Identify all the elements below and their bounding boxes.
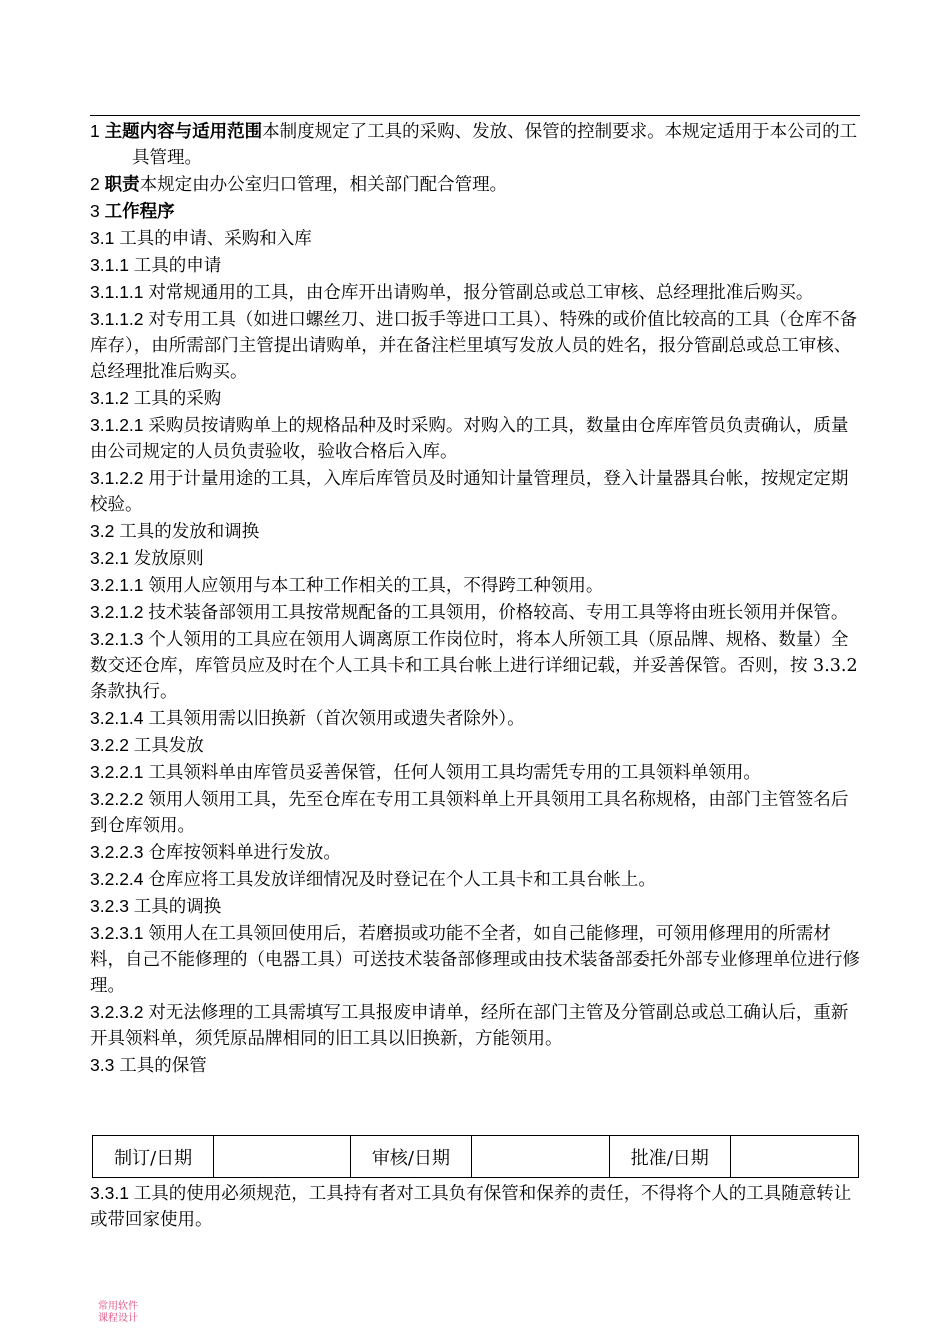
section-paragraph [90,732,860,759]
section-paragraph [90,118,860,171]
section-number: 3.1.1.1 [90,282,149,302]
section-number: 3.2.2 [90,735,134,755]
watermark-line: 课程设计 [98,1313,138,1324]
section-text: 用于计量用途的工具，入库后库管员及时通知计量管理员，登入计量器具台帐，按规定定期校验。 [90,469,849,515]
section-number: 3.1.1.2 [90,309,149,329]
section-text: 本规定由办公室归口管理，相关部门配合管理。 [139,175,508,195]
section-paragraph [90,225,860,252]
section-text: 领用人领用工具，先至仓库在专用工具领料单上开具领用工具名称规格，由部门主管签名后到仓库领用。 [90,790,849,836]
section-paragraph [90,252,860,279]
review-label: 审核/日期 [351,1136,471,1178]
section-number: 3.2.1.2 [90,602,149,622]
signature-row [93,1136,859,1178]
section-number: 3.1.2 [90,388,134,408]
approve-label: 批准/日期 [609,1136,730,1178]
section-text: 本制度规定了工具的采购、发放、保管的控制要求。本规定适用于本公司的工具管理。 [132,122,858,168]
section-number: 3.2.3.2 [90,1002,149,1022]
section-text: 工具发放 [133,736,204,756]
section-text: 工具领用需以旧换新（首次领用或遗失者除外）。 [148,709,525,729]
section-text: 工具的调换 [133,897,222,917]
section-text: 采购员按请购单上的规格品种及时采购。对购入的工具，数量由仓库库管员负责确认，质量由公司规定的人员负责验收，验收合格后入库。 [90,416,849,462]
section-text: 工具的发放和调换 [119,522,260,542]
section-paragraph [90,171,860,198]
signature-table [92,1135,859,1178]
section-text: 工具的申请 [133,256,222,276]
header-rule [90,115,860,116]
section-text: 工具领料单由库管员妥善保管，任何人领用工具均需凭专用的工具领料单领用。 [148,763,761,783]
section-paragraph [90,599,860,626]
section-number: 1 [90,121,105,141]
section-number: 3.3.1 [90,1183,134,1203]
section-paragraph [90,893,860,920]
section-number: 3.1.2.1 [90,415,149,435]
section-number: 2 [90,174,105,194]
section-paragraph [90,839,860,866]
section-number: 3.1.1 [90,255,134,275]
section-text: 仓库按领料单进行发放。 [148,843,341,863]
section-number: 3.2.1 [90,548,134,568]
section-text: 对专用工具（如进口螺丝刀、进口扳手等进口工具）、特殊的或价值比较高的工具（仓库不备库存），由所需部门主管提出请购单，并在备注栏里填写发放人员的姓名，报分管副总或总工审核、总经理批准后购买。 [90,310,858,382]
section-paragraph [90,279,860,306]
approve-cell[interactable] [730,1136,858,1178]
section-paragraph [90,572,860,599]
section-text: 技术装备部领用工具按常规配备的工具领用，价格较高、专用工具等将由班长领用并保管。 [148,603,849,623]
section-heading: 职责 [104,174,140,194]
section-text: 对常规通用的工具，由仓库开出请购单，报分管副总或总工审核、总经理批准后购买。 [148,283,814,303]
section-paragraph [90,626,860,705]
section-number: 3.2.3 [90,896,134,916]
section-3-3-1 [90,1180,860,1233]
section-text: 个人领用的工具应在领用人调离原工作岗位时，将本人所领工具（原品牌、规格、数量）全数交还仓库，库管员应及时在个人工具卡和工具台帐上进行详细记载，并妥善保管。否则，按 3.3.2 条款执行。 [90,630,858,702]
section-heading: 工作程序 [104,201,175,221]
section-text: 工具的采购 [133,389,222,409]
document-body [90,118,860,1079]
section-number: 3.1 [90,228,120,248]
section-paragraph [90,705,860,732]
section-paragraph [90,999,860,1052]
section-paragraph [90,385,860,412]
section-number: 3 [90,201,105,221]
section-number: 3.2.2.3 [90,842,149,862]
section-text: 发放原则 [133,549,204,569]
section-text: 仓库应将工具发放详细情况及时登记在个人工具卡和工具台帐上。 [148,870,656,890]
section-text: 领用人应领用与本工种工作相关的工具，不得跨工种领用。 [148,576,604,596]
section-number: 3.2.1.1 [90,575,149,595]
section-paragraph [90,759,860,786]
section-text: 对无法修理的工具需填写工具报废申请单，经所在部门主管及分管副总或总工确认后，重新开具领料单，须凭原品牌相同的旧工具以旧换新，方能领用。 [90,1003,849,1049]
section-number: 3.2.1.4 [90,708,149,728]
section-number: 3.2.1.3 [90,629,149,649]
section-number: 3.2.2.2 [90,789,149,809]
section-text: 工具的使用必须规范，工具持有者对工具负有保管和保养的责任，不得将个人的工具随意转让或带回家使用。 [90,1184,852,1230]
section-paragraph [90,198,860,225]
watermark [98,1301,138,1325]
section-number: 3.3 [90,1055,120,1075]
section-text: 工具的保管 [119,1056,207,1076]
section-paragraph [90,1052,860,1079]
section-paragraph [90,545,860,572]
draft-label: 制订/日期 [93,1136,214,1178]
section-heading: 主题内容与适用范围 [104,121,263,141]
section-number: 3.2 [90,521,120,541]
section-number: 3.1.2.2 [90,468,149,488]
section-paragraph [90,306,860,385]
section-paragraph [90,465,860,518]
section-text: 领用人在工具领回使用后，若磨损或功能不全者，如自己能修理，可领用修理用的所需材料，自己不能修理的（电器工具）可送技术装备部修理或由技术装备部委托外部专业修理单位进行修理。 [90,924,860,996]
section-paragraph [90,866,860,893]
section-text: 工具的申请、采购和入库 [119,229,312,249]
section-paragraph [90,920,860,999]
section-number: 3.2.2.4 [90,869,149,889]
draft-cell[interactable] [214,1136,351,1178]
section-paragraph [90,518,860,545]
watermark-line: 常用软件 [98,1301,138,1312]
section-paragraph [90,786,860,839]
section-paragraph [90,412,860,465]
section-number: 3.2.2.1 [90,762,149,782]
review-cell[interactable] [471,1136,609,1178]
section-number: 3.2.3.1 [90,923,149,943]
